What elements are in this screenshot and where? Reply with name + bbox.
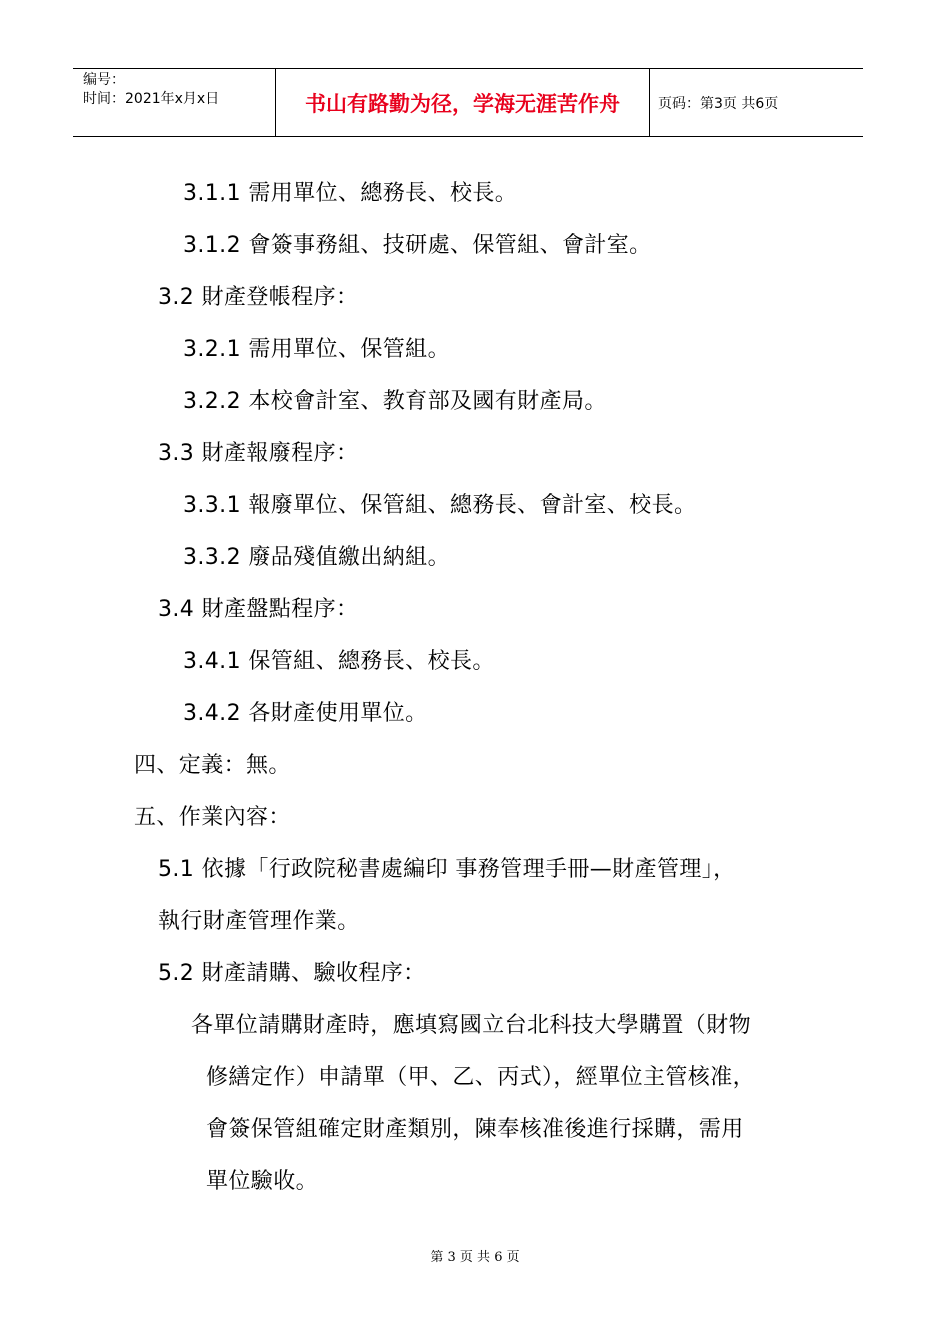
header-motto: 书山有路勤为径，学海无涯苦作舟 [305, 90, 620, 116]
body-line: 3.2.1 需用單位、保管組。 [183, 337, 450, 362]
chapter-heading: 四、定義：無。 [134, 753, 291, 778]
header-left-cell [73, 69, 275, 136]
body-line: 3.3.1 報廢單位、保管組、總務長、會計室、校長。 [183, 493, 697, 518]
body-line: 3.4.2 各財產使用單位。 [183, 701, 428, 726]
section-heading: 5.2 財產請購、驗收程序： [158, 961, 426, 986]
body-line: 3.3.2 廢品殘值繳出納組。 [183, 545, 450, 570]
document-code-label: 编号： [83, 72, 125, 88]
paragraph-line: 單位驗收。 [206, 1169, 319, 1194]
paragraph-line: 各單位請購財產時，應填寫國立台北科技大學購置（財物 [191, 1013, 752, 1038]
section-heading: 5.1 依據「行政院秘書處編印 事務管理手冊—財產管理」， [158, 857, 736, 882]
body-line: 3.4.1 保管組、總務長、校長。 [183, 649, 495, 674]
page-header [73, 68, 863, 137]
header-motto-cell [275, 69, 650, 136]
paragraph-line: 會簽保管組確定財產類別，陳奉核准後進行採購，需用 [206, 1117, 744, 1142]
header-page-number: 页码：第3页 共6页 [658, 95, 779, 112]
section-heading: 3.4 財產盤點程序： [158, 597, 359, 622]
paragraph-line: 修繕定作）申請單（甲、乙、丙式），經單位主管核准， [206, 1065, 756, 1090]
body-line: 執行財產管理作業。 [158, 909, 360, 934]
section-heading: 3.2 財產登帳程序： [158, 285, 359, 310]
section-heading: 3.3 財產報廢程序： [158, 441, 359, 466]
document-time-label: 时间：2021年x月x日 [83, 91, 220, 107]
page-footer: 第 3 页 共 6 页 [430, 1250, 520, 1265]
chapter-heading: 五、作業內容： [134, 805, 291, 830]
body-line: 3.2.2 本校會計室、教育部及國有財產局。 [183, 389, 607, 414]
body-line: 3.1.2 會簽事務組、技研處、保管組、會計室。 [183, 233, 652, 258]
header-page-cell [650, 69, 863, 136]
body-line: 3.1.1 需用單位、總務長、校長。 [183, 181, 518, 206]
